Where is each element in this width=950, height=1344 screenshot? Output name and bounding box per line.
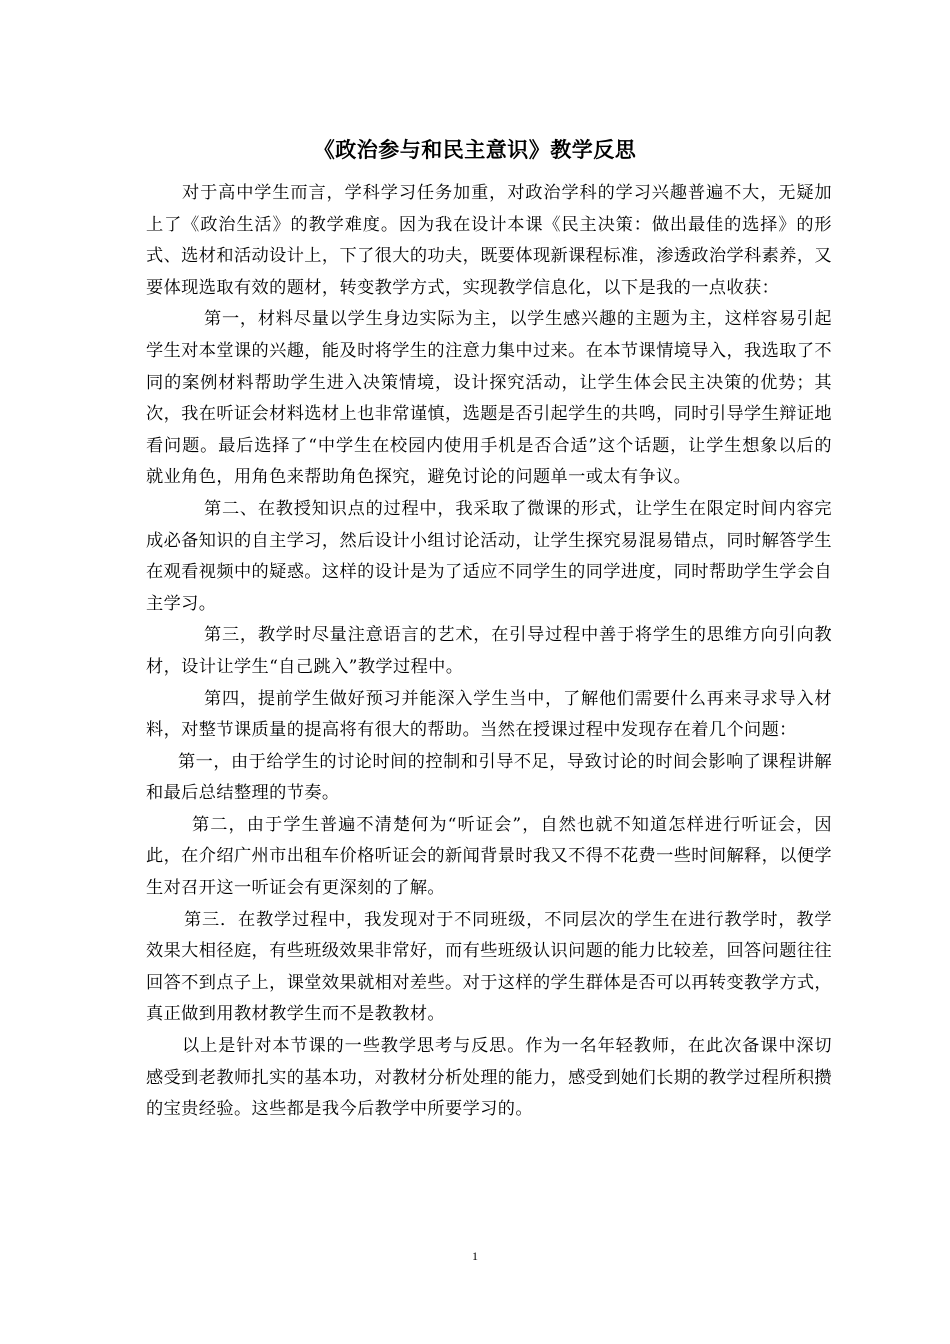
paragraph-conclusion: 以上是针对本节课的一些教学思考与反思。作为一名年轻教师，在此次备课中深切感受到老教师扎实的基本功，对教材分析处理的能力，感受到她们长期的教学过程所积攒的宝贵经验。这些都是我今后教学中所要学习的。 [146,1036,832,1120]
paragraph-point-3: 第三，教学时尽量注意语言的艺术，在引导过程中善于将学生的思维方向引向教材，设计让学生“自己跳入”教学过程中。 [146,625,832,677]
paragraph-problem-3: 第三．在教学过程中，我发现对于不同班级，不同层次的学生在进行教学时，教学效果大相径庭，有些班级效果非常好，而有些班级认识问题的能力比较差，回答问题往往回答不到点子上，课堂效果就相对差些。对于这样的学生群体是否可以再转变教学方式，真正做到用教材教学生而不是教教材。 [146,909,832,1025]
paragraph-problem-1: 第一，由于给学生的讨论时间的控制和引导不足，导致讨论的时间会影响了课程讲解和最后总结整理的节奏。 [146,751,832,804]
paragraph-point-2: 第二、在教授知识点的过程中，我采取了微课的形式，让学生在限定时间内容完成必备知识的自主学习，然后设计小组讨论活动，让学生探究易混易错点，同时解答学生在观看视频中的疑惑。这样的设计是为了适应不同学生的同学进度，同时帮助学生学会自主学习。 [146,498,832,614]
paragraph-point-1: 第一，材料尽量以学生身边实际为主，以学生感兴趣的主题为主，这样容易引起学生对本堂课的兴趣，能及时将学生的注意力集中过来。在本节课情境导入，我选取了不同的案例材料帮助学生进入决策情境，设计探究活动，让学生体会民主决策的优势；其次，我在听证会材料选材上也非常谨慎，选题是否引起学生的共鸣，同时引导学生辩证地看问题。最后选择了“中学生在校园内使用手机是否合适”这个话题，让学生想象以后的就业角色，用角色来帮助角色探究，避免讨论的问题单一或太有争议。 [146,309,832,488]
paragraph-point-4: 第四，提前学生做好预习并能深入学生当中，了解他们需要什么再来寻求导入材料，对整节课质量的提高将有很大的帮助。当然在授课过程中发现存在着几个问题： [146,688,832,741]
document-title: 《政治参与和民主意识》教学反思 [313,138,637,162]
paragraph-intro: 对于高中学生而言，学科学习任务加重，对政治学科的学习兴趣普遍不大，无疑加上了《政治生活》的教学难度。因为我在设计本课《民主决策：做出最佳的选择》的形式、选材和活动设计上，下了很大的功夫，既要体现新课程标准，渗透政治学科素养，又要体现选取有效的题材，转变教学方式，实现教学信息化，以下是我的一点收获： [146,183,832,298]
document-body [146,178,832,1126]
paragraph-problem-2: 第二，由于学生普遍不清楚何为“听证会”，自然也就不知道怎样进行听证会，因此，在介绍广州市出租车价格听证会的新闻背景时我又不得不花费一些时间解释，以便学生对召开这一听证会有更深刻的了解。 [146,814,832,899]
page-number: 1 [472,1249,478,1263]
